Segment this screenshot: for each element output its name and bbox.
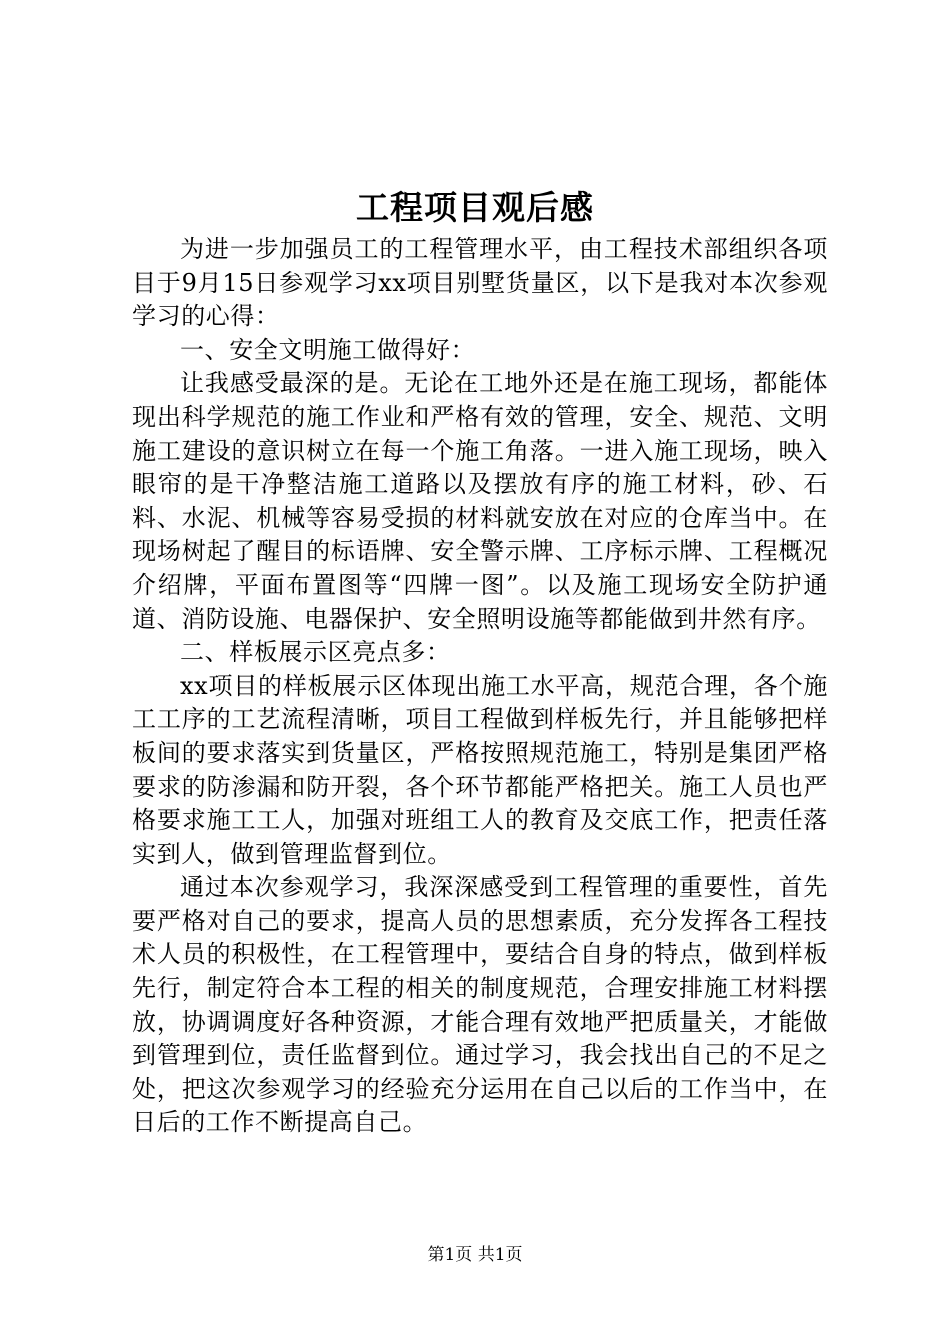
paragraph-conclusion: 通过本次参观学习，我深深感受到工程管理的重要性，首先要严格对自己的要求，提高人员的思想素质，充分发挥各工程技术人员的积极性，在工程管理中，要结合自身的特点，做到样板先行，制定符合本工程的相关的制度规范，合理安排施工材料摆放，协调调度好各种资源，才能合理有效地严把质量关，才能做到管理到位，责任监督到位。通过学习，我会找出自己的不足之处，把这次参观学习的经验充分运用在自己以后的工作当中，在日后的工作不断提高自己。 [132,873,828,1137]
page-number: 第1页 共1页 [427,1245,523,1265]
section-heading-showcase: 二、样板展示区亮点多： [180,638,451,667]
section-heading-safety: 一、安全文明施工做得好： [180,335,476,364]
document-title: 工程项目观后感 [356,188,594,227]
document-body [132,233,828,1140]
paragraph-intro: 为进一步加强员工的工程管理水平，由工程技术部组织各项目于9月15日参观学习xx项目别墅货量区，以下是我对本次参观学习的心得： [132,235,828,331]
paragraph-safety: 让我感受最深的是。无论在工地外还是在施工现场，都能体现出科学规范的施工作业和严格有效的管理，安全、规范、文明施工建设的意识树立在每一个施工角落。一进入施工现场，映入眼帘的是干净整洁施工道路以及摆放有序的施工材料，砂、石料、水泥、机械等容易受损的材料就安放在对应的仓库当中。在现场树起了醒目的标语牌、安全警示牌、工序标示牌、工程概况介绍牌，平面布置图等“四牌一图”。以及施工现场安全防护通道、消防设施、电器保护、安全照明设施等都能做到井然有序。 [132,369,828,633]
paragraph-showcase: xx项目的样板展示区体现出施工水平高，规范合理，各个施工工序的工艺流程清晰，项目工程做到样板先行，并且能够把样板间的要求落实到货量区，严格按照规范施工，特别是集团严格要求的防渗漏和防开裂，各个环节都能严格把关。施工人员也严格要求施工工人，加强对班组工人的教育及交底工作，把责任落实到人，做到管理监督到位。 [132,671,828,868]
